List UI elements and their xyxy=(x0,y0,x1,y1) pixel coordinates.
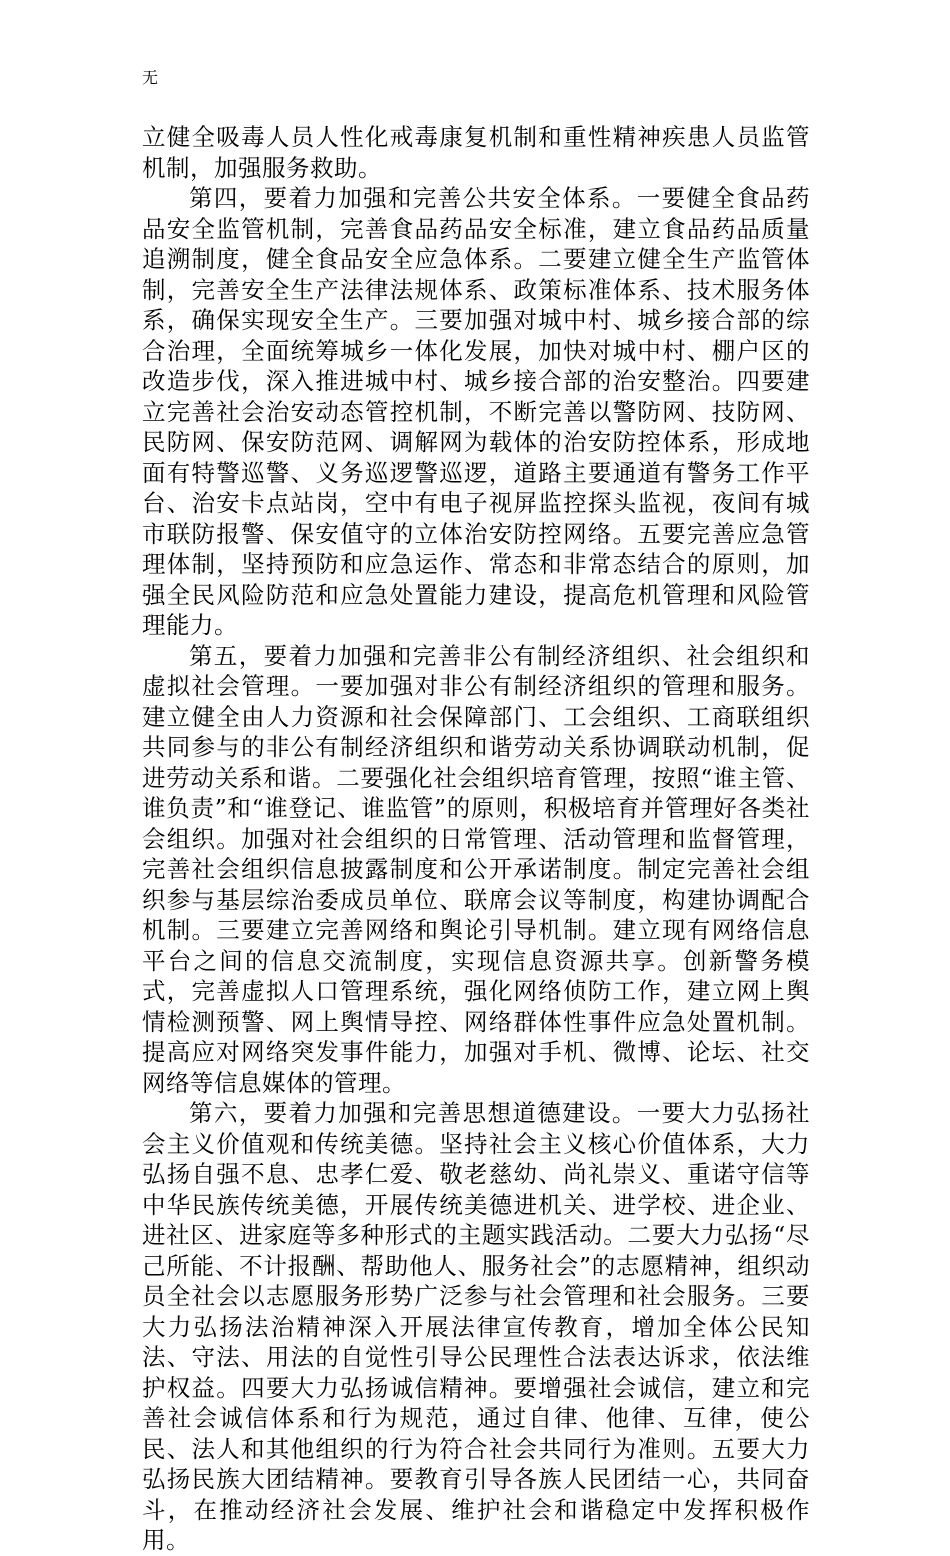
page-header: 无 xyxy=(142,68,159,87)
paragraph-ideological-morality: 第六，要着力加强和完善思想道德建设。一要大力弘扬社会主义价值观和传统美德。坚持社会主义核心价值体系，大力弘扬自强不息、忠孝仁爱、敬老慈幼、尚礼崇义、重诺守信等中华民族传统美德，开展传统美德进机关、进学校、进企业、进社区、进家庭等多种形式的主题实践活动。二要大力弘扬“尽己所能、不计报酬、帮助他人、服务社会”的志愿精神，组织动员全社会以志愿服务形势广泛参与社会管理和社会服务。三要大力弘扬法治精神深入开展法律宣传教育，增加全体公民知法、守法、用法的自觉性引导公民理性合法表达诉求，依法维护权益。四要大力弘扬诚信精神。要增强社会诚信，建立和完善社会诚信体系和行为规范，通过自律、他律、互律，使公民、法人和其他组织的行为符合社会共同行为准则。五要大力弘扬民族大团结精神。要教育引导各族人民团结一心，共同奋斗，在推动经济社会发展、维护社会和谐稳定中发挥积极作用。 xyxy=(142,1099,810,1554)
document-body xyxy=(142,122,810,1556)
paragraph-non-public-organizations: 第五，要着力加强和完善非公有制经济组织、社会组织和虚拟社会管理。一要加强对非公有制经济组织的管理和服务。建立健全由人力资源和社会保障部门、工会组织、工商联组织共同参与的非公有制经济组织和谐劳动关系协调联动机制，促进劳动关系和谐。二要强化社会组织培育管理，按照“谁主管、谁负责”和“谁登记、谁监管”的原则，积极培育并管理好各类社会组织。加强对社会组织的日常管理、活动管理和监督管理，完善社会组织信息披露制度和公开承诺制度。制定完善社会组织参与基层综治委成员单位、联席会议等制度，构建协调配合机制。三要建立完善网络和舆论引导机制。建立现有网络信息平台之间的信息交流制度，实现信息资源共享。创新警务模式，完善虚拟人口管理系统，强化网络侦防工作，建立网上舆情检测预警、网上舆情导控、网络群体性事件应急处置机制。提高应对网络突发事件能力，加强对手机、微博、论坛、社交网络等信息媒体的管理。 xyxy=(142,641,810,1097)
paragraph-continuation: 立健全吸毒人员人性化戒毒康复机制和重性精神疾患人员监管机制，加强服务救助。 xyxy=(142,123,810,182)
paragraph-public-safety: 第四，要着力加强和完善公共安全体系。一要健全食品药品安全监管机制，完善食品药品安全标准，建立食品药品质量追溯制度，健全食品安全应急体系。二要建立健全生产监管体制，完善安全生产法律法规体系、政策标准体系、技术服务体系，确保实现安全生产。三要加强对城中村、城乡接合部的综合治理，全面统筹城乡一体化发展，加快对城中村、棚户区的改造步伐，深入推进城中村、城乡接合部的治安整治。四要建立完善社会治安动态管控机制，不断完善以警防网、技防网、民防网、保安防范网、调解网为载体的治安防控体系，形成地面有特警巡警、义务巡逻警巡逻，道路主要通道有警务工作平台、治安卡点站岗，空中有电子视屏监控探头监视，夜间有城市联防报警、保安值守的立体治安防控网络。五要完善应急管理体制，坚持预防和应急运作、常态和非常态结合的原则，加强全民风险防范和应急处置能力建设，提高危机管理和风险管理能力。 xyxy=(142,184,810,639)
